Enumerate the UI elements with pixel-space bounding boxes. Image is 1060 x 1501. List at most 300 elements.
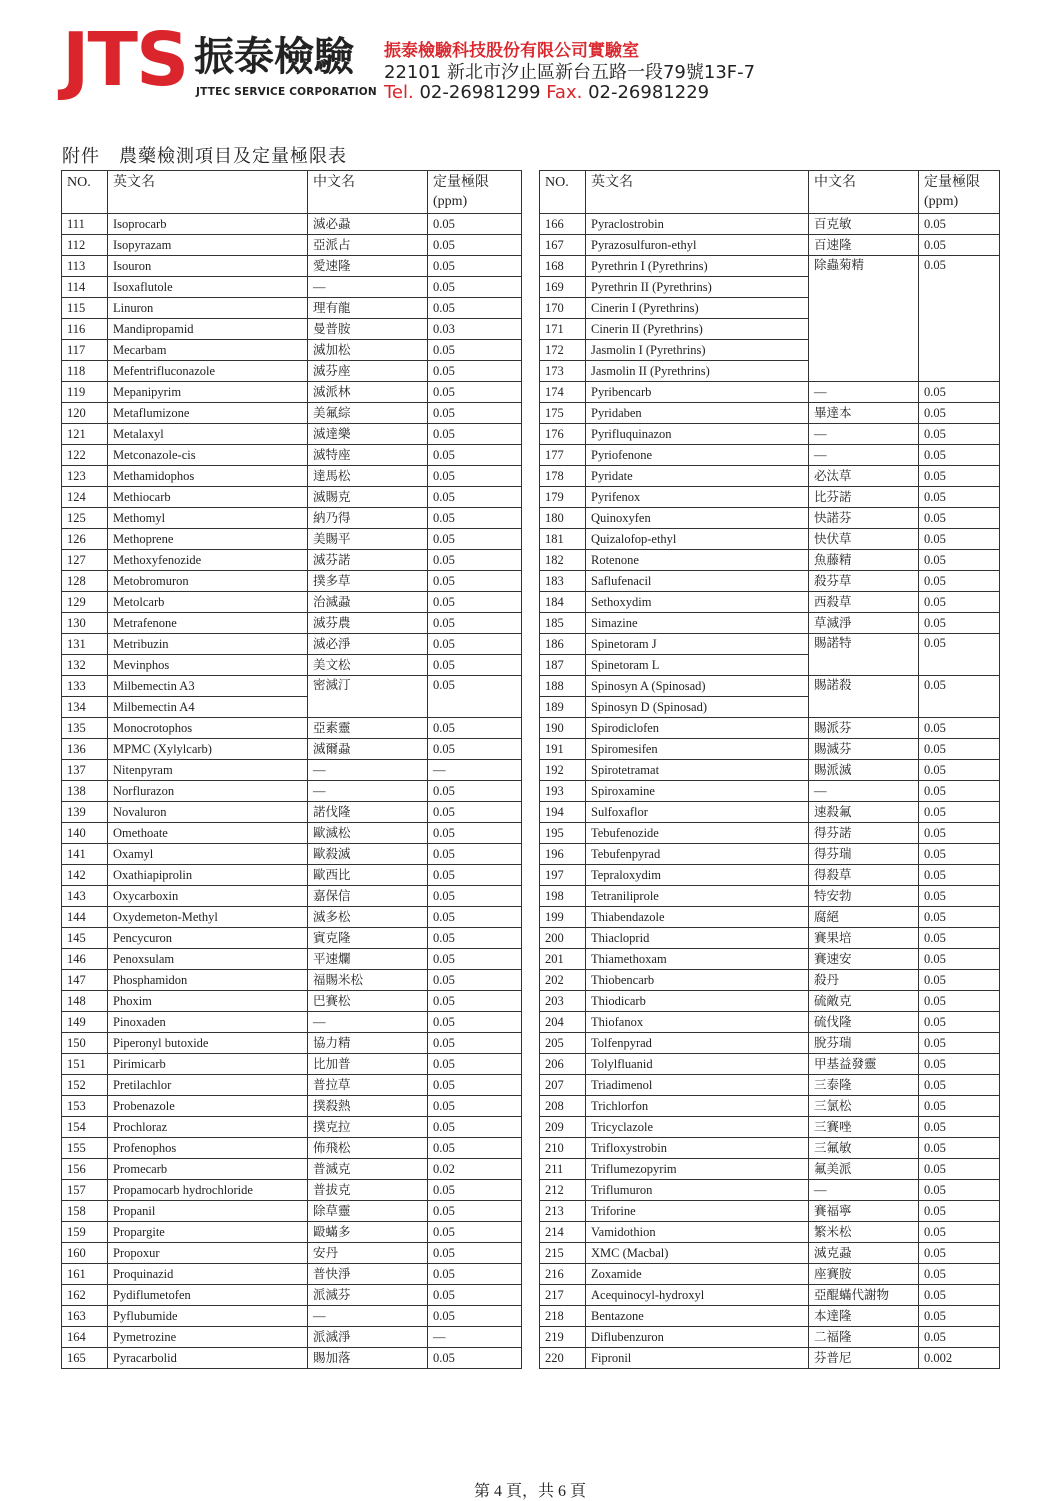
cell-lod: 0.05 xyxy=(919,928,1000,949)
cell-no: 171 xyxy=(540,319,586,340)
cell-lod: 0.05 xyxy=(428,928,522,949)
cell-no: 149 xyxy=(62,1012,108,1033)
cell-chinese-name: 理有龍 xyxy=(308,298,428,319)
cell-chinese-name: 魚藤精 xyxy=(809,550,919,571)
table-row xyxy=(62,487,522,508)
cell-lod: 0.05 xyxy=(919,886,1000,907)
cell-english-name: Spiroxamine xyxy=(586,781,809,802)
table-row xyxy=(62,760,522,781)
table-row xyxy=(540,592,1000,613)
table-row xyxy=(62,298,522,319)
cell-chinese-name: 福賜米松 xyxy=(308,970,428,991)
table-row xyxy=(62,1180,522,1201)
page-footer: 第 4 頁，共 6 頁 xyxy=(473,1483,586,1500)
company-address: 22101 新北市汐止區新台五路一段79號13F-7 xyxy=(384,62,756,83)
cell-no: 217 xyxy=(540,1285,586,1306)
cell-lod: 0.05 xyxy=(919,214,1000,235)
cell-lod: 0.05 xyxy=(919,1033,1000,1054)
cell-lod: 0.05 xyxy=(428,613,522,634)
cell-chinese-name: 三氟敏 xyxy=(809,1138,919,1159)
cell-chinese-name: 滅多松 xyxy=(308,907,428,928)
cell-no: 116 xyxy=(62,319,108,340)
table-row xyxy=(62,802,522,823)
cell-english-name: MPMC (Xylylcarb) xyxy=(108,739,308,760)
cell-lod: 0.05 xyxy=(428,844,522,865)
cell-lod: 0.05 xyxy=(428,487,522,508)
cell-no: 187 xyxy=(540,655,586,676)
table-row xyxy=(540,907,1000,928)
table-row xyxy=(540,466,1000,487)
cell-no: 156 xyxy=(62,1159,108,1180)
cell-chinese-name: 滅克蝨 xyxy=(809,1243,919,1264)
cell-english-name: Simazine xyxy=(586,613,809,634)
cell-lod: 0.05 xyxy=(919,382,1000,403)
cell-chinese-name: 得芬瑞 xyxy=(809,844,919,865)
cell-lod: 0.05 xyxy=(428,634,522,655)
table-row xyxy=(540,1012,1000,1033)
table-row xyxy=(62,949,522,970)
cell-no: 207 xyxy=(540,1075,586,1096)
cell-lod: 0.05 xyxy=(428,781,522,802)
cell-lod: 0.05 xyxy=(428,1222,522,1243)
cell-no: 130 xyxy=(62,613,108,634)
cell-english-name: Mefentrifluconazole xyxy=(108,361,308,382)
cell-lod: 0.05 xyxy=(919,613,1000,634)
cell-chinese-name: 芬普尼 xyxy=(809,1348,919,1369)
cell-lod: 0.05 xyxy=(428,466,522,487)
cell-no: 134 xyxy=(62,697,108,718)
cell-english-name: Sethoxydim xyxy=(586,592,809,613)
cell-lod: 0.05 xyxy=(428,1075,522,1096)
cell-english-name: Prochloraz xyxy=(108,1117,308,1138)
cell-no: 198 xyxy=(540,886,586,907)
col-header-chinese-name: 中文名 xyxy=(308,171,428,214)
cell-no: 148 xyxy=(62,991,108,1012)
col-header-no: NO. xyxy=(540,171,586,214)
col-header-lod xyxy=(919,171,1000,214)
cell-english-name: Triflumezopyrim xyxy=(586,1159,809,1180)
cell-chinese-name: 賜滅芬 xyxy=(809,739,919,760)
cell-chinese-name: 賜加落 xyxy=(308,1348,428,1369)
cell-english-name: Pyriofenone xyxy=(586,445,809,466)
table-row xyxy=(540,613,1000,634)
cell-no: 164 xyxy=(62,1327,108,1348)
cell-english-name: Jasmolin I (Pyrethrins) xyxy=(586,340,809,361)
cell-chinese-name: — xyxy=(308,781,428,802)
cell-english-name: Pyracarbolid xyxy=(108,1348,308,1369)
cell-lod: 0.05 xyxy=(919,1327,1000,1348)
cell-chinese-name: 滅芬諾 xyxy=(308,550,428,571)
cell-chinese-name: 硫伐隆 xyxy=(809,1012,919,1033)
cell-english-name: Milbemectin A3 xyxy=(108,676,308,697)
cell-chinese-name: — xyxy=(308,1012,428,1033)
cell-no: 183 xyxy=(540,571,586,592)
cell-no: 127 xyxy=(62,550,108,571)
cell-chinese-name: 快諾芬 xyxy=(809,508,919,529)
cell-english-name: Cinerin I (Pyrethrins) xyxy=(586,298,809,319)
table-row xyxy=(540,214,1000,235)
cell-english-name: XMC (Macbal) xyxy=(586,1243,809,1264)
cell-lod: 0.05 xyxy=(428,676,522,718)
cell-english-name: Triforine xyxy=(586,1201,809,1222)
cell-chinese-name: 毆蟎多 xyxy=(308,1222,428,1243)
col-header-english-name: 英文名 xyxy=(586,171,809,214)
cell-english-name: Omethoate xyxy=(108,823,308,844)
cell-english-name: Sulfoxaflor xyxy=(586,802,809,823)
cell-chinese-name: 除蟲菊精 xyxy=(809,256,919,382)
cell-chinese-name: — xyxy=(308,1306,428,1327)
cell-english-name: Thiamethoxam xyxy=(586,949,809,970)
table-row xyxy=(540,235,1000,256)
table-row xyxy=(540,781,1000,802)
table-row xyxy=(540,844,1000,865)
cell-lod: 0.03 xyxy=(428,319,522,340)
cell-english-name: Phoxim xyxy=(108,991,308,1012)
table-row xyxy=(540,1117,1000,1138)
cell-lod: 0.05 xyxy=(428,214,522,235)
table-row xyxy=(62,256,522,277)
cell-no: 169 xyxy=(540,277,586,298)
cell-english-name: Spirotetramat xyxy=(586,760,809,781)
table-row xyxy=(62,1201,522,1222)
cell-lod: 0.05 xyxy=(919,1180,1000,1201)
cell-english-name: Oxamyl xyxy=(108,844,308,865)
table-row xyxy=(62,1096,522,1117)
cell-english-name: Phosphamidon xyxy=(108,970,308,991)
cell-no: 136 xyxy=(62,739,108,760)
cell-no: 193 xyxy=(540,781,586,802)
cell-lod: 0.05 xyxy=(428,1348,522,1369)
table-row xyxy=(62,634,522,655)
cell-chinese-name: 歐殺滅 xyxy=(308,844,428,865)
cell-chinese-name: 安丹 xyxy=(308,1243,428,1264)
cell-no: 181 xyxy=(540,529,586,550)
cell-no: 138 xyxy=(62,781,108,802)
cell-chinese-name: 滅必蝨 xyxy=(308,214,428,235)
cell-chinese-name: 賓克隆 xyxy=(308,928,428,949)
table-row xyxy=(62,676,522,697)
cell-no: 211 xyxy=(540,1159,586,1180)
cell-no: 197 xyxy=(540,865,586,886)
cell-lod: 0.05 xyxy=(428,991,522,1012)
cell-english-name: Jasmolin II (Pyrethrins) xyxy=(586,361,809,382)
cell-chinese-name: 賽果培 xyxy=(809,928,919,949)
cell-lod: 0.05 xyxy=(428,235,522,256)
table-row xyxy=(62,844,522,865)
cell-chinese-name: 特安勃 xyxy=(809,886,919,907)
table-row xyxy=(62,907,522,928)
cell-chinese-name: — xyxy=(308,277,428,298)
cell-english-name: Penoxsulam xyxy=(108,949,308,970)
cell-lod: 0.05 xyxy=(919,907,1000,928)
cell-no: 218 xyxy=(540,1306,586,1327)
cell-lod: 0.05 xyxy=(428,592,522,613)
cell-english-name: Linuron xyxy=(108,298,308,319)
cell-no: 113 xyxy=(62,256,108,277)
cell-lod: 0.05 xyxy=(428,382,522,403)
cell-no: 194 xyxy=(540,802,586,823)
cell-english-name: Vamidothion xyxy=(586,1222,809,1243)
table-row xyxy=(540,1264,1000,1285)
cell-no: 145 xyxy=(62,928,108,949)
col-header-chinese-name: 中文名 xyxy=(809,171,919,214)
table-header-row xyxy=(540,171,1000,214)
table-row xyxy=(540,424,1000,445)
cell-lod: 0.05 xyxy=(919,865,1000,886)
table-row xyxy=(62,319,522,340)
cell-chinese-name: 滅爾蝨 xyxy=(308,739,428,760)
cell-no: 144 xyxy=(62,907,108,928)
cell-lod: 0.05 xyxy=(919,592,1000,613)
cell-chinese-name: 除草靈 xyxy=(308,1201,428,1222)
cell-lod: — xyxy=(428,1327,522,1348)
cell-chinese-name: 滅賜克 xyxy=(308,487,428,508)
cell-lod: 0.05 xyxy=(919,823,1000,844)
cell-lod: 0.05 xyxy=(919,508,1000,529)
table-row xyxy=(540,886,1000,907)
cell-no: 139 xyxy=(62,802,108,823)
table-row xyxy=(62,235,522,256)
cell-no: 123 xyxy=(62,466,108,487)
cell-no: 129 xyxy=(62,592,108,613)
cell-lod: 0.05 xyxy=(428,1033,522,1054)
cell-lod: 0.05 xyxy=(919,634,1000,676)
cell-lod: 0.05 xyxy=(919,487,1000,508)
cell-chinese-name: 滅加松 xyxy=(308,340,428,361)
cell-no: 220 xyxy=(540,1348,586,1369)
cell-english-name: Pyraclostrobin xyxy=(586,214,809,235)
cell-chinese-name: — xyxy=(809,424,919,445)
table-row xyxy=(540,1159,1000,1180)
cell-no: 200 xyxy=(540,928,586,949)
cell-no: 170 xyxy=(540,298,586,319)
cell-lod: 0.05 xyxy=(428,550,522,571)
cell-chinese-name: 本達隆 xyxy=(809,1306,919,1327)
cell-no: 146 xyxy=(62,949,108,970)
cell-no: 195 xyxy=(540,823,586,844)
cell-no: 210 xyxy=(540,1138,586,1159)
table-row xyxy=(540,865,1000,886)
cell-no: 151 xyxy=(62,1054,108,1075)
table-row xyxy=(540,802,1000,823)
cell-no: 176 xyxy=(540,424,586,445)
cell-no: 166 xyxy=(540,214,586,235)
cell-chinese-name: 愛速隆 xyxy=(308,256,428,277)
cell-no: 196 xyxy=(540,844,586,865)
cell-no: 203 xyxy=(540,991,586,1012)
cell-english-name: Methiocarb xyxy=(108,487,308,508)
cell-chinese-name: 普滅克 xyxy=(308,1159,428,1180)
cell-no: 208 xyxy=(540,1096,586,1117)
cell-no: 185 xyxy=(540,613,586,634)
table-row xyxy=(62,1159,522,1180)
cell-english-name: Fipronil xyxy=(586,1348,809,1369)
cell-no: 132 xyxy=(62,655,108,676)
cell-english-name: Pinoxaden xyxy=(108,1012,308,1033)
cell-lod: 0.02 xyxy=(428,1159,522,1180)
cell-chinese-name: 賽速安 xyxy=(809,949,919,970)
cell-chinese-name: 滅特座 xyxy=(308,445,428,466)
cell-english-name: Mevinphos xyxy=(108,655,308,676)
cell-no: 179 xyxy=(540,487,586,508)
cell-chinese-name: 必汰草 xyxy=(809,466,919,487)
cell-lod: 0.05 xyxy=(919,466,1000,487)
cell-english-name: Isoxaflutole xyxy=(108,277,308,298)
cell-lod: 0.05 xyxy=(428,298,522,319)
cell-english-name: Pyribencarb xyxy=(586,382,809,403)
table-row xyxy=(540,445,1000,466)
cell-english-name: Zoxamide xyxy=(586,1264,809,1285)
cell-no: 177 xyxy=(540,445,586,466)
table-row xyxy=(62,928,522,949)
cell-no: 150 xyxy=(62,1033,108,1054)
table-row xyxy=(540,718,1000,739)
cell-lod: 0.05 xyxy=(919,1222,1000,1243)
cell-english-name: Thiofanox xyxy=(586,1012,809,1033)
cell-lod: 0.05 xyxy=(428,1138,522,1159)
cell-chinese-name: — xyxy=(809,382,919,403)
cell-english-name: Spinosyn D (Spinosad) xyxy=(586,697,809,718)
cell-no: 167 xyxy=(540,235,586,256)
cell-english-name: Quinoxyfen xyxy=(586,508,809,529)
cell-lod: 0.05 xyxy=(428,865,522,886)
cell-no: 142 xyxy=(62,865,108,886)
table-row xyxy=(540,382,1000,403)
cell-chinese-name: 賜派芬 xyxy=(809,718,919,739)
cell-english-name: Tebufenpyrad xyxy=(586,844,809,865)
cell-no: 213 xyxy=(540,1201,586,1222)
cell-chinese-name: — xyxy=(809,1180,919,1201)
cell-english-name: Oxycarboxin xyxy=(108,886,308,907)
cell-lod: 0.05 xyxy=(919,991,1000,1012)
table-row xyxy=(62,214,522,235)
cell-english-name: Pyrazosulfuron-ethyl xyxy=(586,235,809,256)
cell-lod: 0.05 xyxy=(919,718,1000,739)
cell-no: 122 xyxy=(62,445,108,466)
cell-english-name: Mepanipyrim xyxy=(108,382,308,403)
table-row xyxy=(62,1348,522,1369)
cell-lod: 0.05 xyxy=(428,718,522,739)
cell-no: 188 xyxy=(540,676,586,697)
cell-english-name: Thiacloprid xyxy=(586,928,809,949)
cell-english-name: Tetraniliprole xyxy=(586,886,809,907)
table-row xyxy=(540,571,1000,592)
cell-english-name: Bentazone xyxy=(586,1306,809,1327)
cell-chinese-name: 硫敵克 xyxy=(809,991,919,1012)
cell-lod: 0.05 xyxy=(428,529,522,550)
cell-english-name: Isouron xyxy=(108,256,308,277)
cell-chinese-name: 座賽胺 xyxy=(809,1264,919,1285)
table-row xyxy=(62,508,522,529)
cell-chinese-name: 亞醌蟎代謝物 xyxy=(809,1285,919,1306)
cell-chinese-name: 撲克拉 xyxy=(308,1117,428,1138)
cell-chinese-name: — xyxy=(308,760,428,781)
cell-english-name: Isoprocarb xyxy=(108,214,308,235)
cell-chinese-name: 殺芬草 xyxy=(809,571,919,592)
cell-english-name: Pyrifluquinazon xyxy=(586,424,809,445)
cell-chinese-name: 三賽唑 xyxy=(809,1117,919,1138)
cell-lod: 0.05 xyxy=(428,1306,522,1327)
table-row xyxy=(540,487,1000,508)
cell-no: 175 xyxy=(540,403,586,424)
cell-english-name: Mecarbam xyxy=(108,340,308,361)
cell-english-name: Metaflumizone xyxy=(108,403,308,424)
table-row xyxy=(62,1075,522,1096)
cell-english-name: Spinetoram L xyxy=(586,655,809,676)
cell-english-name: Tolylfluanid xyxy=(586,1054,809,1075)
cell-no: 154 xyxy=(62,1117,108,1138)
cell-lod: 0.05 xyxy=(428,1285,522,1306)
cell-chinese-name: 西殺草 xyxy=(809,592,919,613)
cell-english-name: Pyrifenox xyxy=(586,487,809,508)
cell-chinese-name: 比加普 xyxy=(308,1054,428,1075)
cell-no: 186 xyxy=(540,634,586,655)
table-row xyxy=(62,361,522,382)
table-row xyxy=(62,1306,522,1327)
table-row xyxy=(62,550,522,571)
cell-no: 133 xyxy=(62,676,108,697)
cell-english-name: Pirimicarb xyxy=(108,1054,308,1075)
table-row xyxy=(62,970,522,991)
table-row xyxy=(540,1033,1000,1054)
cell-no: 147 xyxy=(62,970,108,991)
table-row xyxy=(62,1033,522,1054)
cell-chinese-name: 殺丹 xyxy=(809,970,919,991)
table-row xyxy=(540,1306,1000,1327)
fax-label: Fax. xyxy=(546,82,583,103)
cell-chinese-name: 治滅蝨 xyxy=(308,592,428,613)
table-row xyxy=(540,403,1000,424)
cell-no: 120 xyxy=(62,403,108,424)
table-row xyxy=(540,949,1000,970)
cell-english-name: Tolfenpyrad xyxy=(586,1033,809,1054)
cell-english-name: Piperonyl butoxide xyxy=(108,1033,308,1054)
table-row xyxy=(540,1285,1000,1306)
cell-chinese-name: 嘉保信 xyxy=(308,886,428,907)
cell-lod: 0.05 xyxy=(428,886,522,907)
cell-chinese-name: 得殺草 xyxy=(809,865,919,886)
table-row xyxy=(540,676,1000,697)
table-row xyxy=(62,424,522,445)
cell-english-name: Metrafenone xyxy=(108,613,308,634)
cell-no: 137 xyxy=(62,760,108,781)
cell-lod: 0.05 xyxy=(428,256,522,277)
cell-lod: 0.05 xyxy=(428,340,522,361)
cell-english-name: Pyridaben xyxy=(586,403,809,424)
cell-chinese-name: 普拉草 xyxy=(308,1075,428,1096)
cell-no: 215 xyxy=(540,1243,586,1264)
cell-english-name: Promecarb xyxy=(108,1159,308,1180)
cell-english-name: Thiabendazole xyxy=(586,907,809,928)
cell-no: 192 xyxy=(540,760,586,781)
table-row xyxy=(540,256,1000,277)
cell-lod: 0.05 xyxy=(428,949,522,970)
table-row xyxy=(540,739,1000,760)
cell-lod: 0.05 xyxy=(428,1180,522,1201)
cell-english-name: Metolcarb xyxy=(108,592,308,613)
cell-no: 216 xyxy=(540,1264,586,1285)
cell-no: 118 xyxy=(62,361,108,382)
table-row xyxy=(540,508,1000,529)
cell-no: 158 xyxy=(62,1201,108,1222)
table-row xyxy=(62,1264,522,1285)
cell-lod: 0.05 xyxy=(919,1264,1000,1285)
cell-english-name: Rotenone xyxy=(586,550,809,571)
cell-english-name: Propoxur xyxy=(108,1243,308,1264)
table-row xyxy=(62,991,522,1012)
cell-chinese-name: 協力精 xyxy=(308,1033,428,1054)
cell-no: 206 xyxy=(540,1054,586,1075)
